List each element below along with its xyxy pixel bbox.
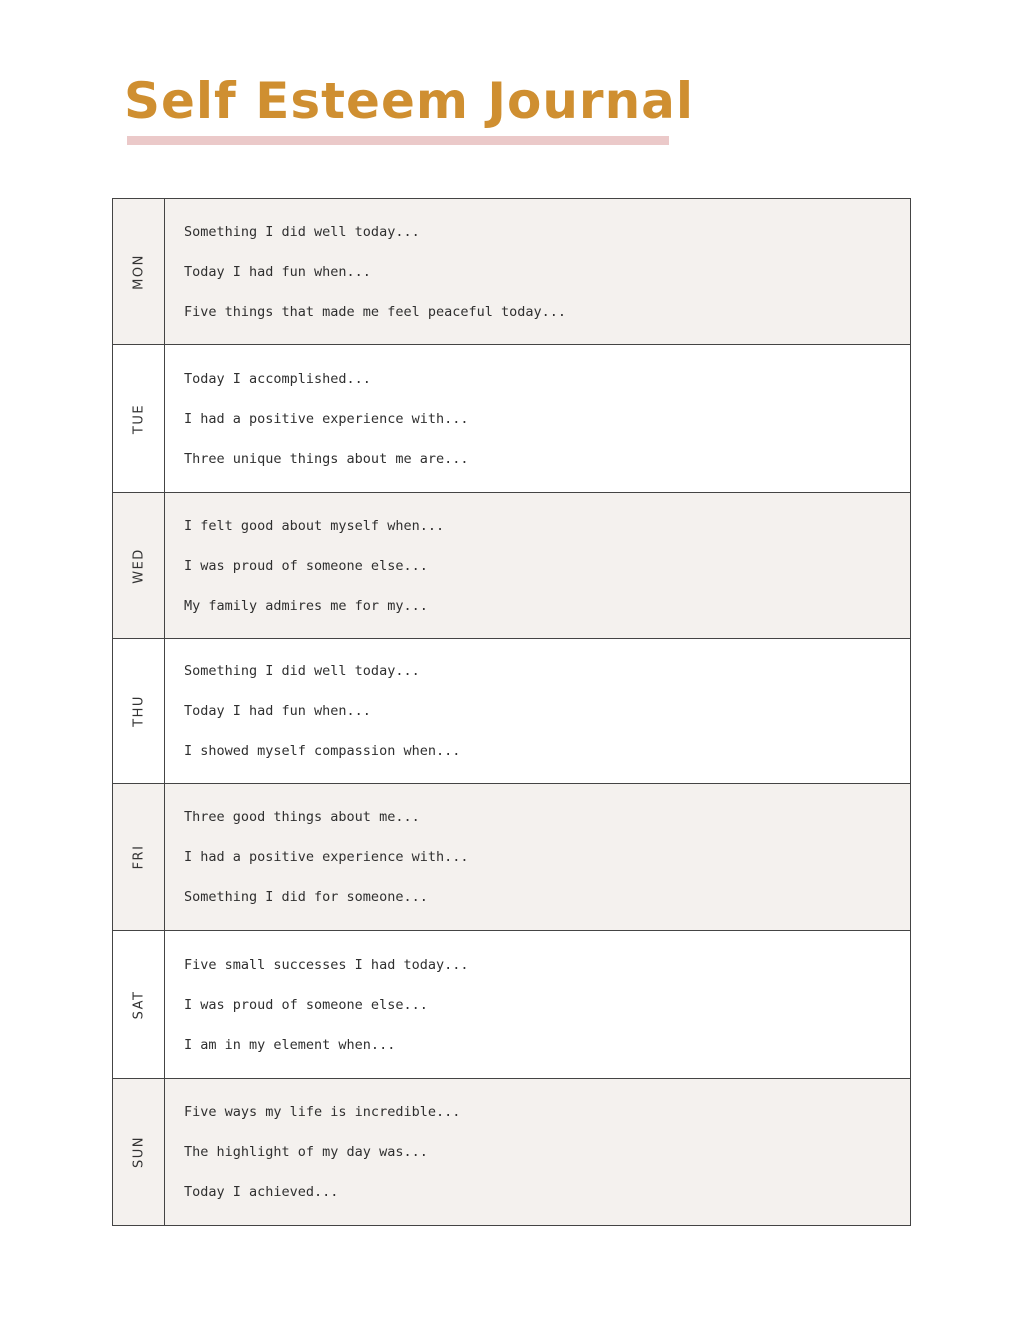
journal-prompt: Something I did well today... (184, 223, 420, 240)
prompt-list (165, 493, 910, 638)
day-label-tue: TUE (131, 403, 146, 434)
journal-prompt: Three good things about me... (184, 809, 420, 825)
journal-prompt: Something I did well today... (184, 663, 420, 679)
journal-prompt: I was proud of someone else... (184, 557, 428, 574)
prompt-list (165, 931, 910, 1078)
journal-prompt: I showed myself compassion when... (184, 743, 461, 759)
prompt-list (165, 639, 910, 783)
prompt-list (165, 199, 910, 344)
day-label-cell (113, 639, 165, 783)
journal-prompt: Today I had fun when... (184, 703, 371, 719)
journal-prompt: Five small successes I had today... (184, 956, 469, 973)
prompt-list (165, 1079, 910, 1225)
journal-prompt: Something I did for someone... (184, 889, 428, 905)
day-label-mon: MON (131, 253, 146, 290)
day-row-mon (113, 199, 910, 344)
day-row-fri (113, 783, 910, 930)
day-row-tue (113, 344, 910, 492)
prompt-list (165, 784, 910, 930)
journal-prompt: Today I had fun when... (184, 263, 371, 280)
day-label-thu: THU (131, 695, 146, 727)
day-label-cell (113, 493, 165, 638)
day-label-sun: SUN (131, 1136, 146, 1168)
day-row-thu (113, 638, 910, 783)
day-label-sat: SAT (131, 990, 146, 1019)
prompt-list (165, 345, 910, 492)
day-row-wed (113, 492, 910, 638)
journal-prompt: I was proud of someone else... (184, 996, 428, 1013)
journal-prompt: Three unique things about me are... (184, 450, 469, 467)
journal-prompt: The highlight of my day was... (184, 1144, 428, 1160)
journal-prompt: Five things that made me feel peaceful today... (184, 303, 567, 320)
title-underline (127, 136, 669, 145)
title-block (124, 68, 695, 148)
day-label-wed: WED (131, 547, 146, 584)
journal-prompt: I had a positive experience with... (184, 410, 469, 427)
day-label-cell (113, 931, 165, 1078)
day-label-cell (113, 345, 165, 492)
journal-prompt: Today I accomplished... (184, 370, 371, 387)
journal-prompt: Five ways my life is incredible... (184, 1104, 461, 1120)
journal-prompt: I felt good about myself when... (184, 517, 445, 534)
journal-prompt: My family admires me for my... (184, 597, 428, 614)
journal-prompt: I had a positive experience with... (184, 849, 469, 865)
day-row-sat (113, 930, 910, 1078)
journal-prompt: I am in my element when... (184, 1036, 396, 1053)
journal-table (112, 198, 911, 1226)
day-label-cell (113, 1079, 165, 1225)
page-title: Self Esteem Journal (124, 72, 695, 130)
day-row-sun (113, 1078, 910, 1225)
day-label-cell (113, 784, 165, 930)
day-label-cell (113, 199, 165, 344)
journal-prompt: Today I achieved... (184, 1184, 339, 1200)
day-label-fri: FRI (131, 844, 146, 870)
